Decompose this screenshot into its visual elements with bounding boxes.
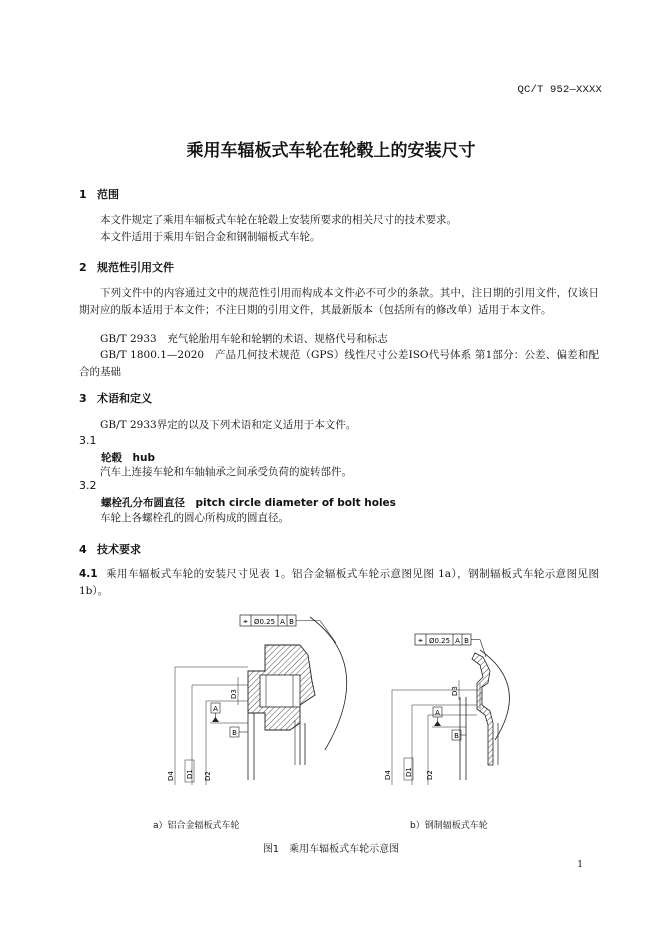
section-3-intro: GB/T 2933界定的以及下列术语和定义适用于本文件。 bbox=[100, 419, 357, 431]
term-hub-definition: 汽车上连接车轮和车轴轴承之间承受负荷的旋转部件。 bbox=[100, 466, 352, 478]
section-title: 术语和定义 bbox=[97, 392, 152, 405]
tolerance-value: Ø0.25 bbox=[253, 618, 276, 626]
datum-ref-a: A bbox=[455, 637, 460, 645]
section-title: 范围 bbox=[97, 188, 119, 201]
section-1-heading bbox=[79, 186, 119, 202]
section-number: 1 bbox=[79, 188, 87, 201]
dimension-d1-label: D1 bbox=[405, 767, 413, 777]
clause-number: 4.1 bbox=[79, 568, 98, 580]
section-title: 技术要求 bbox=[97, 543, 141, 556]
dimension-d4-label: D4 bbox=[384, 770, 392, 780]
term-hub: 轮毂 hub bbox=[101, 452, 155, 464]
term-number-3-2: 3.2 bbox=[79, 479, 97, 492]
section-2-heading bbox=[79, 259, 174, 275]
section-2-paragraph: 下列文件中的内容通过文中的规范性引用而构成本文件必不可少的条款。其中，注日期的引用文件，仅该日期对应的版本适用于本文件；不注日期的引用文件，其最新版本（包括所有的修改单）适用于本文件。 bbox=[79, 287, 599, 316]
figure-caption-b: b）钢制辐板式车轮 bbox=[410, 821, 488, 831]
section-4-heading bbox=[79, 541, 141, 557]
term-number-3-1: 3.1 bbox=[79, 434, 97, 447]
section-number: 4 bbox=[79, 543, 87, 556]
datum-b-label: B bbox=[232, 729, 237, 737]
reference-gbt-2933: GB/T 2933 充气轮胎用车轮和轮辋的术语、规格代号和标志 bbox=[100, 333, 388, 345]
figure-caption: 图1 乘用车辐板式车轮示意图 bbox=[262, 844, 400, 855]
section-1-paragraph-2: 本文件适用于乘用车铝合金和钢制辐板式车轮。 bbox=[100, 231, 321, 243]
dimension-d2-label: D2 bbox=[204, 771, 212, 781]
position-tolerance-icon: ⌖ bbox=[418, 636, 423, 645]
term-pitch-circle: 螺栓孔分布圆直径 pitch circle diameter of bolt holes bbox=[101, 497, 396, 509]
dimension-d3-label: D3 bbox=[451, 686, 459, 696]
position-tolerance-icon: ⌖ bbox=[243, 617, 248, 626]
dimension-d1-label: D1 bbox=[186, 769, 194, 779]
dimension-d4-label: D4 bbox=[167, 771, 175, 781]
clause-4-1 bbox=[79, 566, 599, 600]
section-3-heading bbox=[79, 390, 152, 406]
datum-a-label: A bbox=[213, 705, 218, 713]
term-pitch-circle-definition: 车轮上各螺栓孔的圆心所构成的圆直径。 bbox=[100, 512, 289, 524]
datum-ref-b: B bbox=[464, 637, 469, 645]
tolerance-value: Ø0.25 bbox=[428, 637, 451, 645]
section-number: 3 bbox=[79, 392, 87, 405]
section-title: 规范性引用文件 bbox=[97, 261, 174, 274]
datum-ref-b: B bbox=[289, 618, 294, 626]
section-number: 2 bbox=[79, 261, 87, 274]
feature-control-frame-a bbox=[240, 615, 336, 643]
wheel-mounting-diagram bbox=[150, 605, 550, 815]
clause-text: 乘用车辐板式车轮的安装尺寸见表 1。铝合金辐板式车轮示意图见图 1a），钢制辐板式车轮示意图见图 1b）。 bbox=[79, 568, 599, 597]
page-number: 1 bbox=[577, 860, 583, 870]
steel-wheel-drawing bbox=[384, 634, 509, 785]
document-title: 乘用车辐板式车轮在轮毂上的安装尺寸 bbox=[186, 141, 476, 161]
reference-gbt-1800: GB/T 1800.1—2020 产品几何技术规范（GPS）线性尺寸公差ISO代号体系 第1部分：公差、偏差和配合的基础 bbox=[79, 349, 599, 378]
figure-caption-a: a）铝合金辐板式车轮 bbox=[153, 821, 240, 831]
datum-a-label: A bbox=[435, 709, 440, 717]
datum-b-label: B bbox=[454, 732, 459, 740]
section-1-paragraph-1: 本文件规定了乘用车辐板式车轮在轮毂上安装所要求的相关尺寸的技术要求。 bbox=[100, 214, 457, 226]
dimension-d2-label: D2 bbox=[426, 770, 434, 780]
dimension-d3-label: D3 bbox=[230, 689, 238, 699]
aluminium-wheel-drawing bbox=[167, 615, 347, 785]
datum-ref-a: A bbox=[280, 618, 285, 626]
document-number: QC/T 952—XXXX bbox=[517, 84, 602, 96]
